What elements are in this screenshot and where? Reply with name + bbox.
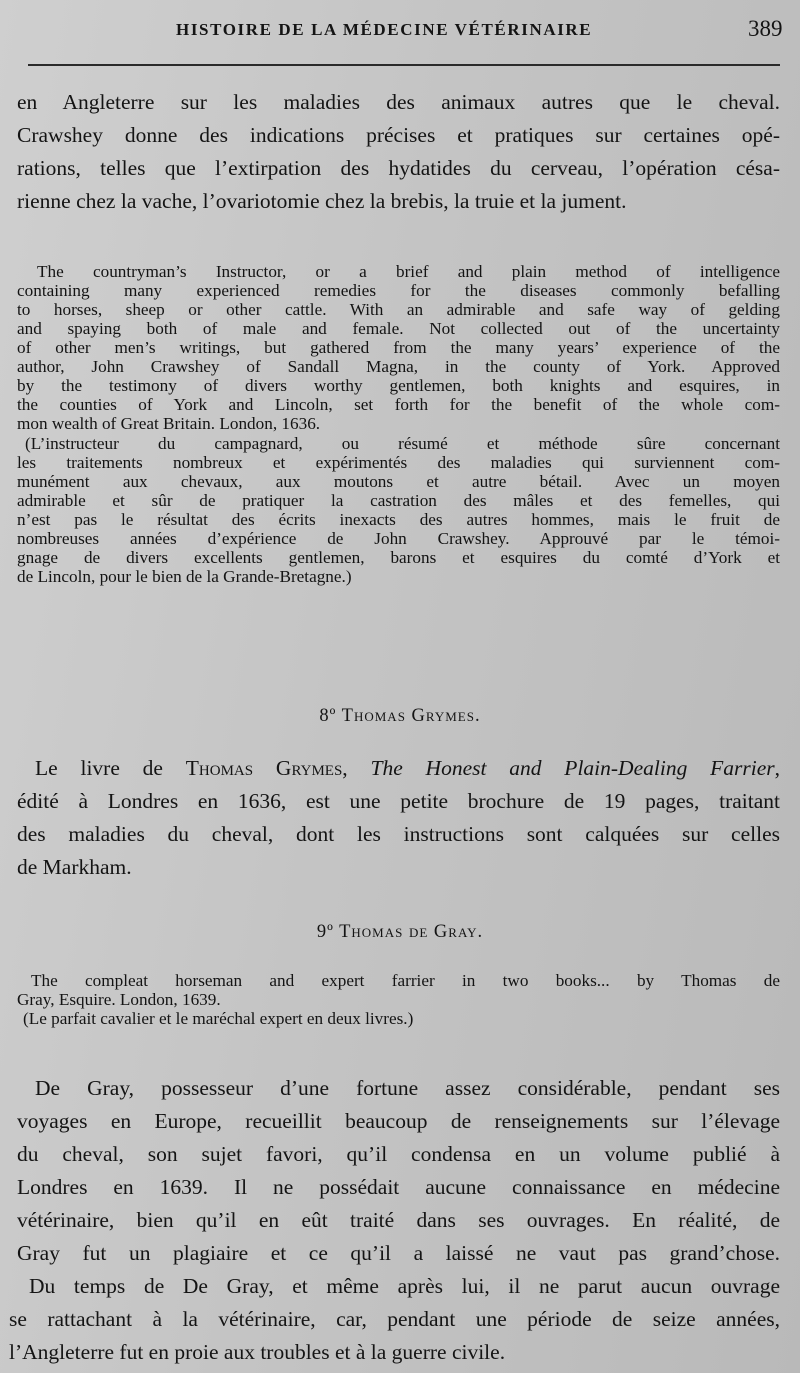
text-line: n’est pas le résultat des écrits inexacts des autres hommes, mais le fruit de [17, 510, 780, 529]
text-line: l’Angleterre fut en proie aux troubles et à la guerre civile. [9, 1340, 506, 1364]
text-line: (L’instructeur du campagnard, ou résumé et méthode sûre concernant [25, 434, 780, 453]
text-line: The compleat horseman and expert farrier in two books... by Thomas de [31, 971, 780, 990]
text-line: se rattachant à la vétérinaire, car, pendant une période de seize années, [9, 1307, 780, 1331]
text-line: Du temps de De Gray, et même après lui, il ne parut aucun ouvrage [29, 1274, 780, 1298]
text-line: en Angleterre sur les maladies des animaux autres que le cheval. [17, 90, 780, 114]
section-heading-thomas-de-gray: 9º Thomas de Gray. [316, 922, 484, 942]
text-line: containing many experienced remedies for the diseases commonly befalling [17, 281, 780, 300]
text-line: voyages en Europe, recueillit beaucoup de renseignements sur l’élevage [17, 1109, 780, 1133]
book-title-quote-crawshey [17, 262, 780, 433]
text-line: De Gray, possesseur d’une fortune assez considérable, pendant ses [35, 1076, 780, 1100]
text-line: gnage de divers excellents gentlemen, barons et esquires du comté d’York et [17, 548, 780, 567]
text-line: Londres en 1639. Il ne possédait aucune connaissance en médecine [17, 1175, 780, 1199]
text-line: author, John Crawshey of Sandall Magna, in the county of York. Approved [17, 357, 780, 376]
intro-paragraph [17, 86, 780, 218]
running-header [0, 18, 800, 48]
text-line: des maladies du cheval, dont les instructions sont calquées sur celles [17, 822, 780, 846]
text-line: rienne chez la vache, l’ovariotomie chez la brebis, la truie et la jument. [17, 189, 627, 213]
text-line: (Le parfait cavalier et le maréchal expert en deux livres.) [23, 1009, 414, 1028]
text-line: du cheval, son sujet favori, qu’il condensa en un volume publié à [17, 1142, 780, 1166]
text-line: the counties of York and Lincoln, set forth for the benefit of the whole com- [17, 395, 780, 414]
text-line: admirable et sûr de pratiquer la castration des mâles et des femelles, qui [17, 491, 780, 510]
header-rule [28, 64, 780, 66]
text-line: by the testimony of divers worthy gentlemen, both knights and esquires, in [17, 376, 780, 395]
translation-crawshey [17, 434, 780, 586]
text-line: Crawshey donne des indications précises et pratiques sur certaines opé- [17, 123, 780, 147]
text-run: Le livre de [35, 756, 186, 780]
text-line: édité à Londres en 1636, est une petite brochure de 19 pages, traitant [17, 789, 780, 813]
text-line: de Lincoln, pour le bien de la Grande-Bretagne.) [17, 567, 352, 586]
text-line: mon wealth of Great Britain. London, 1636. [17, 414, 321, 433]
text-line: vétérinaire, bien qu’il en eût traité dans ses ouvrages. En réalité, de [17, 1208, 780, 1232]
section-heading-thomas-grymes: 8º Thomas Grymes. [319, 706, 481, 726]
text-line: de Markham. [17, 855, 132, 879]
text-line: and spaying both of male and female. Not collected out of the uncertainty [17, 319, 780, 338]
book-title-quote-de-gray [17, 971, 780, 1028]
text-run: , [342, 756, 371, 780]
text-line: munément aux chevaux, aux moutons et autre bétail. Avec un moyen [17, 472, 780, 491]
text-line: nombreuses années d’expérience de John Crawshey. Approuvé par le témoi- [17, 529, 780, 548]
running-title: HISTOIRE DE LA MÉDECINE VÉTÉRINAIRE [176, 20, 593, 39]
text-run: , [774, 756, 780, 780]
text-line: of other men’s writings, but gathered from the many years’ experience of the [17, 338, 780, 357]
paragraph-de-gray-2 [9, 1270, 780, 1369]
book-title: The Honest and Plain-Dealing Farrier [370, 756, 775, 780]
text-line: The countryman’s Instructor, or a brief and plain method of intelligence [37, 262, 780, 281]
page-number: 389 [748, 16, 783, 41]
text-line: rations, telles que l’extirpation des hydatides du cerveau, l’opération césa- [17, 156, 780, 180]
author-name: Thomas Grymes [185, 756, 343, 780]
text-line: Gray, Esquire. London, 1639. [17, 990, 221, 1009]
text-line: to horses, sheep or other cattle. With an admirable and safe way of gelding [17, 300, 780, 319]
paragraph-de-gray-1 [17, 1072, 780, 1270]
text-line [17, 752, 780, 785]
text-line: les traitements nombreux et expérimentés des maladies qui surviennent com- [17, 453, 780, 472]
text-line: Gray fut un plagiaire et ce qu’il a laissé ne vaut pas grand’chose. [17, 1241, 780, 1265]
paragraph-thomas-grymes [17, 752, 780, 884]
